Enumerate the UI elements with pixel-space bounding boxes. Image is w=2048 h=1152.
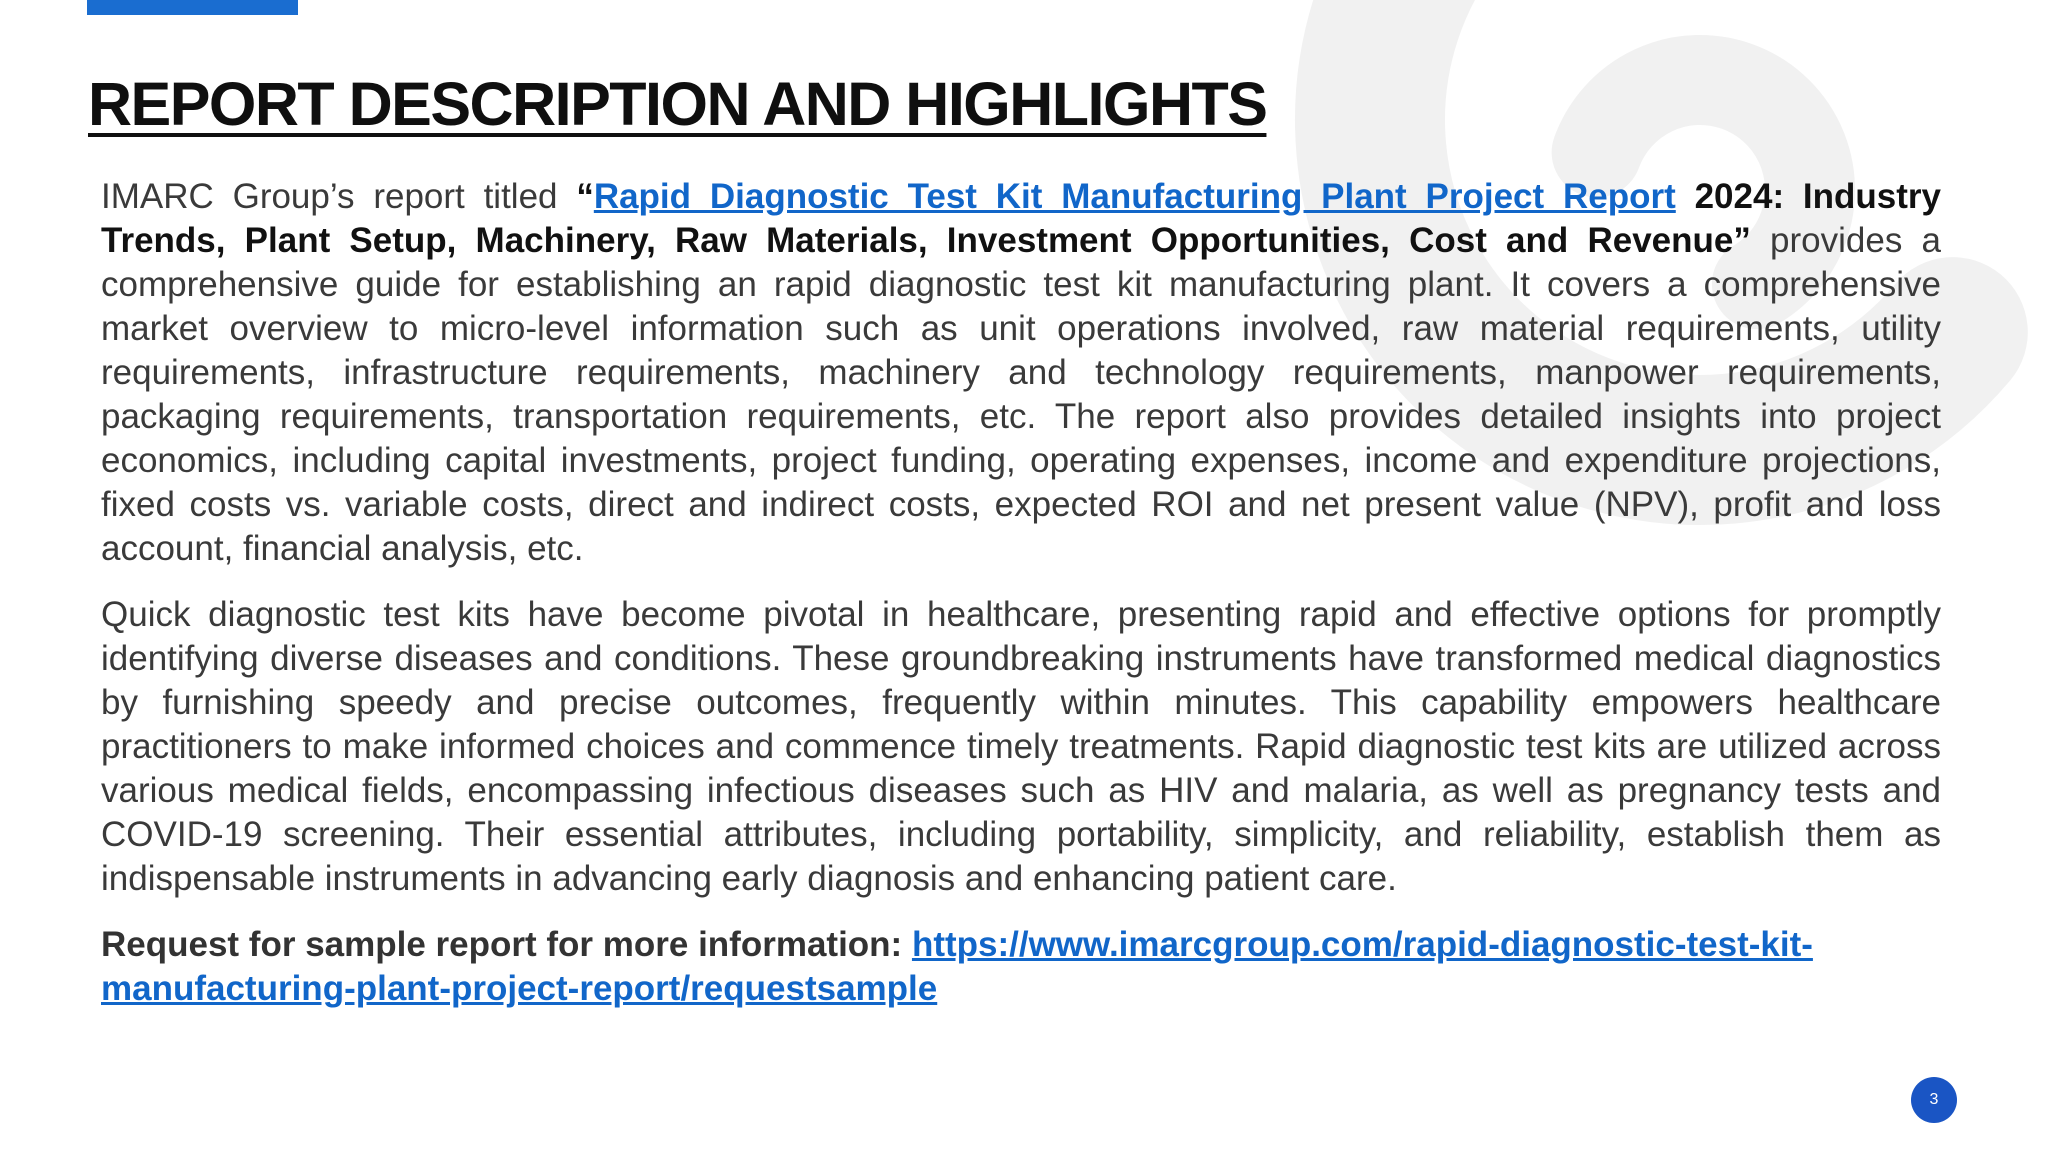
report-description [101, 175, 1941, 1033]
intro-paragraph [101, 175, 1941, 571]
intro-body: provides a comprehensive guide for establishing an rapid diagnostic test kit manufacturing plant. It covers a comprehensive market overview to micro-level information such as unit operations involved, raw material requirements, utility requirements, infrastructure requirements, machinery and technology requirements, manpower requirements, packaging requirements, transportation requirements, etc. The report also provides detailed insights into project economics, including capital investments, project funding, operating expenses, income and expenditure projections, fixed costs vs. variable costs, direct and indirect costs, expected ROI and net present value (NPV), profit and loss account, financial analysis, etc. [101, 221, 1941, 568]
report-title-rest: 2024: Industry Trends, Plant Setup, Machinery, Raw Materials, Investment Opportunities, Cost and Revenue” [101, 177, 1941, 260]
market-paragraph: Quick diagnostic test kits have become pivotal in healthcare, presenting rapid and effective options for promptly identifying diverse diseases and conditions. These groundbreaking instruments have transformed medical diagnostics by furnishing speedy and precise outcomes, frequently within minutes. This capability empowers healthcare practitioners to make informed choices and commence timely treatments. Rapid diagnostic test kits are utilized across various medical fields, encompassing infectious diseases such as HIV and malaria, as well as pregnancy tests and COVID-19 screening. Their essential attributes, including portability, simplicity, and reliability, establish them as indispensable instruments in advancing early diagnosis and enhancing patient care. [101, 595, 1941, 898]
intro-prefix: IMARC Group’s report titled [101, 177, 577, 216]
sample-request-label: Request for sample report for more information: [101, 925, 912, 964]
page-number-badge: 3 [1911, 1077, 1957, 1123]
intro-open-quote: “ [576, 177, 594, 216]
sample-request-line [101, 923, 1941, 1011]
page-title: REPORT DESCRIPTION AND HIGHLIGHTS [88, 70, 1267, 138]
report-title-link[interactable]: Rapid Diagnostic Test Kit Manufacturing Plant Project Report [593, 177, 1676, 216]
top-accent-bar [87, 0, 298, 15]
sample-request-link[interactable]: https://www.imarcgroup.com/rapid-diagnostic-test-kit-manufacturing-plant-project-report/requestsample [101, 925, 1813, 1008]
